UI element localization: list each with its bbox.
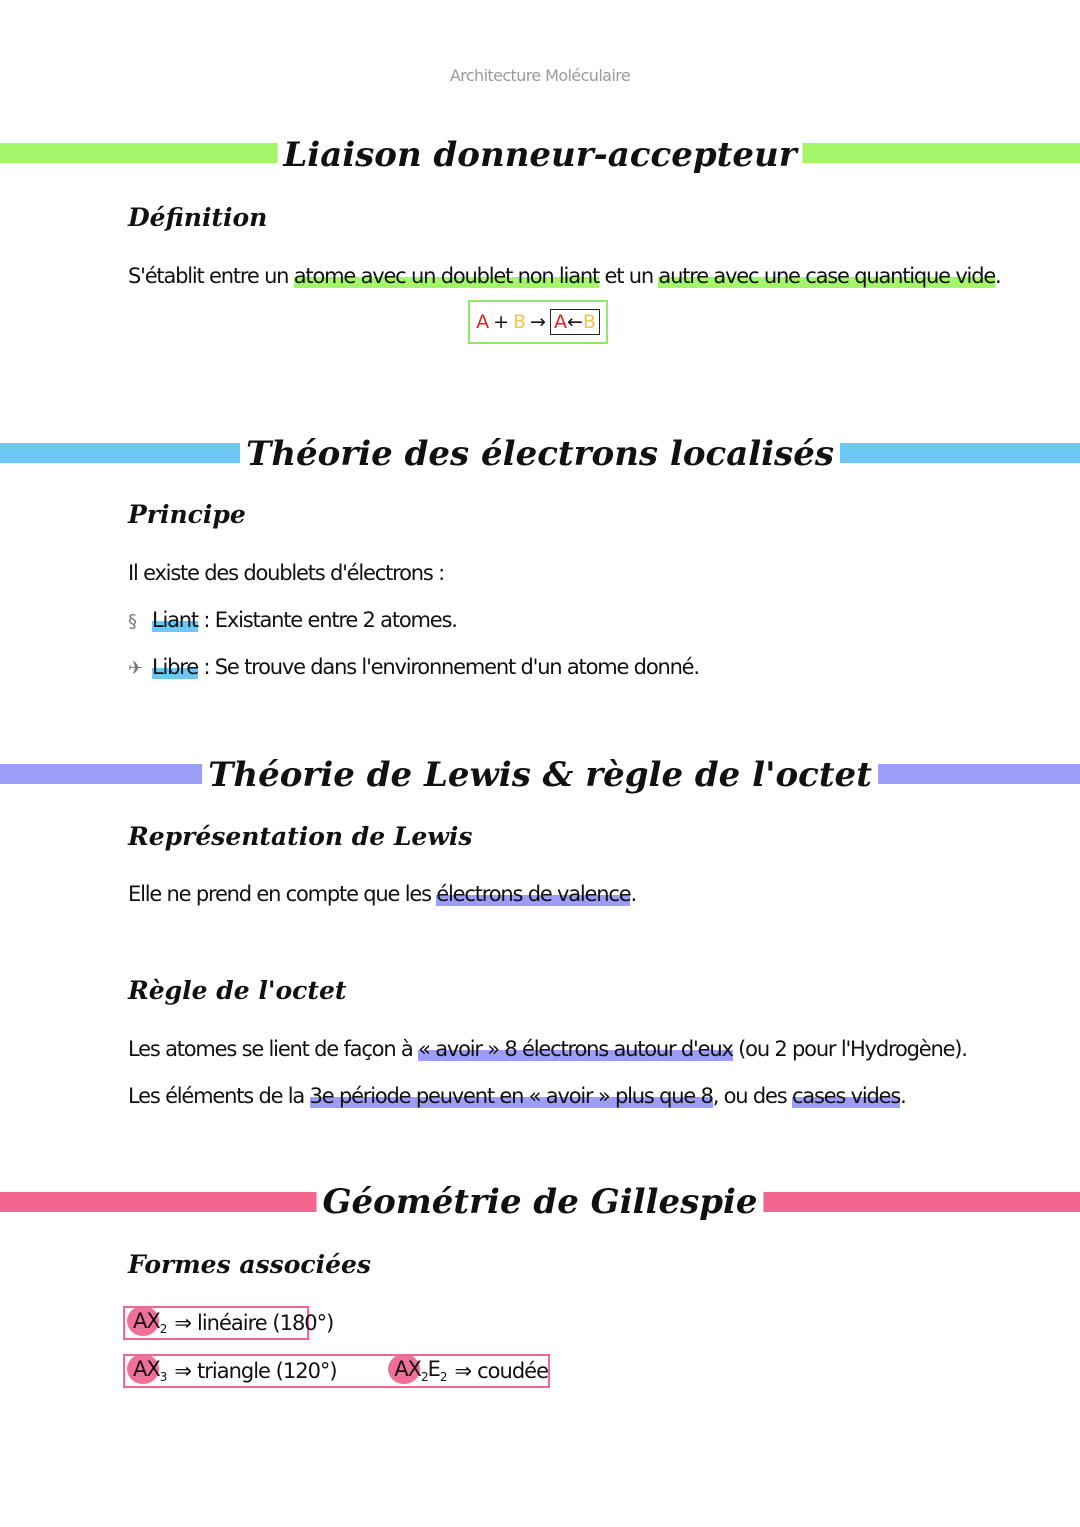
product-box: A←B xyxy=(550,309,600,335)
subheading-lewis: Représentation de Lewis xyxy=(128,822,473,851)
subheading-principe: Principe xyxy=(128,500,246,529)
lewis-text: Elle ne prend en compte que les électrons de valence. xyxy=(128,882,636,906)
section-title: Géométrie de Gillespie xyxy=(316,1182,763,1222)
list-item-liant: § Liant : Existante entre 2 atomes. xyxy=(128,608,457,632)
list-item-libre: ✈ Libre : Se trouve dans l'environnement d'un atome donné. xyxy=(128,655,699,679)
section-title: Théorie des électrons localisés xyxy=(240,434,840,474)
form-triangle-bent: $AX_3$ ⇒ triangle (120°) $AX_2E_2$ ⇒ coudée xyxy=(123,1354,550,1388)
molecule-ax2e2: $AX_2E_2$ xyxy=(394,1357,447,1385)
link-icon: § xyxy=(128,611,136,632)
principe-intro: Il existe des doublets d'électrons : xyxy=(128,561,444,585)
reaction-equation-box: A + B → A←B xyxy=(468,300,608,344)
section-title: Théorie de Lewis & règle de l'octet xyxy=(202,755,878,795)
molecule-ax3: $AX_3$ xyxy=(133,1357,167,1385)
page-title: Architecture Moléculaire xyxy=(449,66,631,85)
octet-text-1: Les atomes se lient de façon à « avoir » 8 électrons autour d'eux (ou 2 pour l'Hydrogène). xyxy=(128,1037,967,1061)
definition-text: S'établit entre un atome avec un doublet non liant et un autre avec une case quantique vide. xyxy=(128,264,1001,288)
molecule-ax2: $AX_2$ xyxy=(133,1309,167,1337)
form-linear: $AX_2$ ⇒ linéaire (180°) xyxy=(123,1306,309,1340)
subheading-definition: Définition xyxy=(128,203,268,232)
bird-icon: ✈ xyxy=(128,658,142,679)
section-title: Liaison donneur-accepteur xyxy=(277,135,802,175)
subheading-octet: Règle de l'octet xyxy=(128,976,347,1005)
octet-text-2: Les éléments de la 3e période peuvent en « avoir » plus que 8, ou des cases vides. xyxy=(128,1084,906,1108)
subheading-formes: Formes associées xyxy=(128,1250,371,1279)
